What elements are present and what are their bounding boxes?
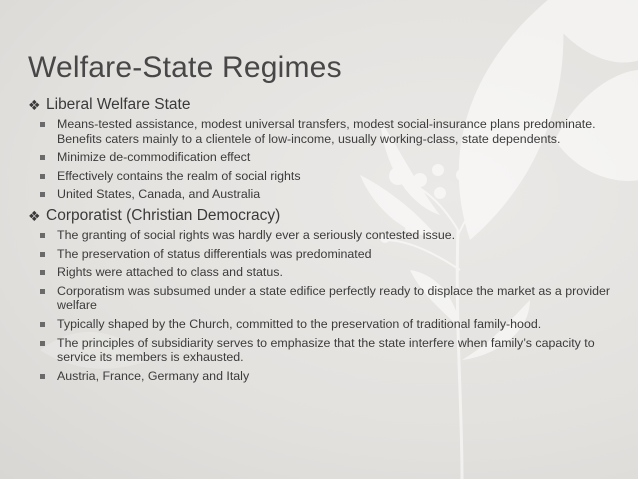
section-corporatist xyxy=(28,206,618,383)
square-bullet-icon xyxy=(40,374,45,379)
list-item xyxy=(36,169,618,184)
list-item-text: The principles of subsidiarity serves to emphasize that the state interfere when family’s capacity to service its members is exhausted. xyxy=(57,335,595,365)
list-item xyxy=(36,284,618,313)
list-item-text: Means-tested assistance, modest universal transfers, modest social-insurance plans predominate. Benefits caters mainly to a clientele of low-income, usually working-class, state dependents. xyxy=(57,117,596,146)
square-bullet-icon xyxy=(40,233,45,238)
list-item-text: Corporatism was subsumed under a state edifice perfectly ready to displace the market as a provider welfare xyxy=(57,283,611,313)
list-item-text: Rights were attached to class and status. xyxy=(57,265,283,280)
list-item-text: The preservation of status differentials was predominated xyxy=(57,246,372,261)
square-bullet-icon xyxy=(40,122,45,127)
section-heading-text: Corporatist (Christian Democracy) xyxy=(46,206,281,224)
square-bullet-icon xyxy=(40,252,45,257)
list-item xyxy=(36,369,618,384)
square-bullet-icon xyxy=(40,322,45,327)
section-heading xyxy=(28,206,618,226)
diamond-bullet-icon: ❖ xyxy=(28,97,41,113)
bullet-list xyxy=(28,117,618,202)
slide-title: Welfare-State Regimes xyxy=(28,51,342,84)
list-item-text: Effectively contains the realm of social rights xyxy=(57,168,301,183)
list-item xyxy=(36,117,618,146)
list-item-text: Typically shaped by the Church, committed to the preservation of traditional family-hood. xyxy=(57,316,542,331)
section-liberal-welfare-state xyxy=(28,95,618,202)
bullet-list xyxy=(28,228,618,383)
list-item-text: Austria, France, Germany and Italy xyxy=(57,368,250,383)
square-bullet-icon xyxy=(40,341,45,346)
square-bullet-icon xyxy=(40,192,45,197)
section-heading xyxy=(28,95,618,115)
square-bullet-icon xyxy=(40,174,45,179)
list-item xyxy=(36,150,618,165)
square-bullet-icon xyxy=(40,155,45,160)
list-item xyxy=(36,228,618,243)
list-item xyxy=(36,317,618,332)
list-item-text: Minimize de-commodification effect xyxy=(57,150,251,165)
list-item xyxy=(36,336,618,365)
section-heading-text: Liberal Welfare State xyxy=(46,96,191,113)
list-item-text: United States, Canada, and Australia xyxy=(57,187,261,202)
square-bullet-icon xyxy=(40,270,45,275)
list-item xyxy=(36,247,618,262)
square-bullet-icon xyxy=(40,289,45,294)
list-item xyxy=(36,187,618,202)
list-item xyxy=(36,265,618,280)
slide-body xyxy=(28,95,618,387)
list-item-text: The granting of social rights was hardly ever a seriously contested issue. xyxy=(57,227,456,242)
diamond-bullet-icon: ❖ xyxy=(28,207,41,224)
